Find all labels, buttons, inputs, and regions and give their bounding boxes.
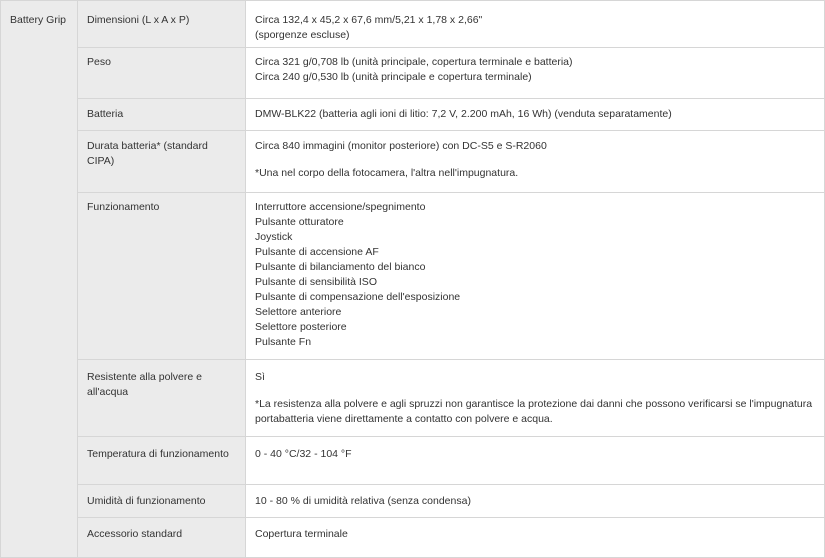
spec-row-standard-accessory bbox=[1, 518, 825, 558]
spec-row-battery bbox=[1, 99, 825, 131]
row-value: 10 - 80 % di umidità relativa (senza condensa) bbox=[246, 485, 825, 518]
row-value: DMW-BLK22 (batteria agli ioni di litio: 7,2 V, 2.200 mAh, 16 Wh) (venduta separatamente) bbox=[246, 99, 825, 131]
footnote: *La resistenza alla polvere e agli spruzzi non garantisce la protezione dai danni che possono verificarsi se l'impugnatura portabatteria viene direttamente a contatto con polvere e acqua. bbox=[255, 398, 813, 425]
row-value: Circa 840 immagini (monitor posteriore) con DC-S5 e S-R2060 *Una nel corpo della fotocamera, l'altra nell'impugnatura. bbox=[246, 131, 825, 193]
row-label: Resistente alla polvere e all'acqua bbox=[78, 360, 246, 437]
spec-row-battery-life bbox=[1, 131, 825, 193]
row-value: Circa 132,4 x 45,2 x 67,6 mm/5,21 x 1,78 x 2,66" (sporgenze escluse) bbox=[246, 1, 825, 48]
row-label: Accessorio standard bbox=[78, 518, 246, 558]
row-label: Batteria bbox=[78, 99, 246, 131]
row-value: Interruttore accensione/spegnimento Pulsante otturatore Joystick Pulsante di accensione AF Pulsante di bilanciamento del bianco Pulsante di sensibilità ISO Pulsante di compensazione dell'esposizione Selettore anteriore Selettore posteriore Pulsante Fn bbox=[246, 193, 825, 360]
row-value: Copertura terminale bbox=[246, 518, 825, 558]
footnote: *Una nel corpo della fotocamera, l'altra nell'impugnatura. bbox=[255, 167, 519, 179]
spec-row-dust-water-resistance bbox=[1, 360, 825, 437]
spec-row-operating-temperature bbox=[1, 437, 825, 485]
row-label: Dimensioni (L x A x P) bbox=[78, 1, 246, 48]
spec-row-operating-humidity bbox=[1, 485, 825, 518]
row-label: Funzionamento bbox=[78, 193, 246, 360]
row-value: Circa 321 g/0,708 lb (unità principale, copertura terminale e batteria) Circa 240 g/0,530 lb (unità principale e copertura terminale) bbox=[246, 48, 825, 99]
row-label: Durata batteria* (standard CIPA) bbox=[78, 131, 246, 193]
spec-row-weight bbox=[1, 48, 825, 99]
row-value: Sì *La resistenza alla polvere e agli spruzzi non garantisce la protezione dai danni che possono verificarsi se l'impugnatura portabatteria viene direttamente a contatto con polvere e acqua. bbox=[246, 360, 825, 437]
spec-row-controls bbox=[1, 193, 825, 360]
group-label: Battery Grip bbox=[1, 1, 78, 558]
row-label: Umidità di funzionamento bbox=[78, 485, 246, 518]
spec-row-dimensions bbox=[1, 1, 825, 48]
row-label: Peso bbox=[78, 48, 246, 99]
row-value: 0 - 40 °C/32 - 104 °F bbox=[246, 437, 825, 485]
row-label: Temperatura di funzionamento bbox=[78, 437, 246, 485]
